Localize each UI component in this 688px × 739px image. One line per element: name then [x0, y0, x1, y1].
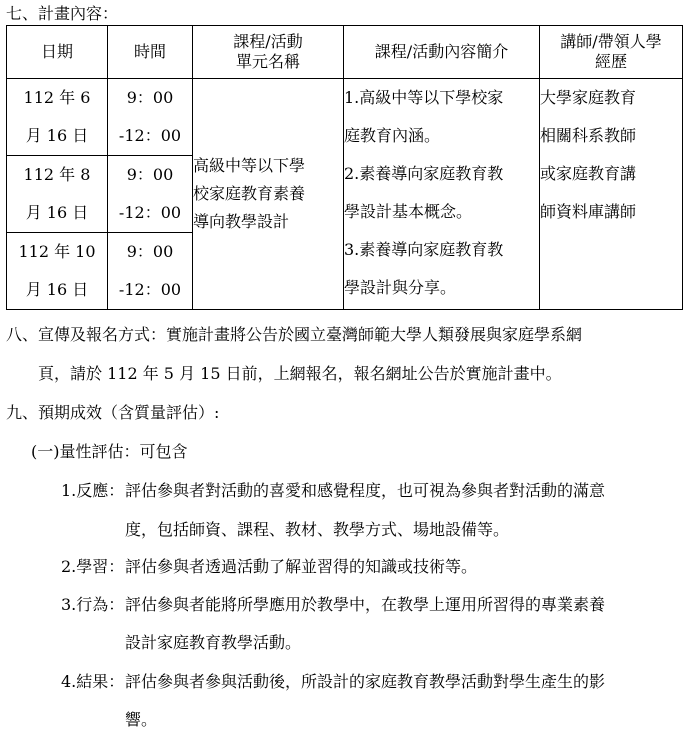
section-8-line-1: 八、宣傳及報名方式：實施計畫將公告於國立臺灣師範大學人類發展與家庭學系網: [6, 325, 583, 344]
evaluation-text: 評估參與者透過活動了解並習得的知識或技術等。: [125, 557, 478, 576]
lecturer-cell: 大學家庭教育 相關科系教師 或家庭教育講 師資料庫講師: [540, 79, 683, 310]
section-7-heading: 七、計畫內容：: [6, 4, 119, 23]
table-row: [7, 79, 683, 156]
date-cell: 112 年 6 月 16 日: [7, 79, 108, 156]
evaluation-item-behavior-continued: 設計家庭教育教學活動。: [125, 633, 302, 652]
header-course-name: 課程/活動 單元名稱: [193, 26, 344, 79]
header-content: 課程/活動內容簡介: [344, 26, 540, 79]
evaluation-term: 3.行為：: [61, 595, 125, 614]
table-header-row: [7, 26, 683, 79]
quantitative-evaluation-heading: (一)量性評估：可包含: [31, 442, 188, 461]
evaluation-term: 2.學習：: [61, 557, 125, 576]
date-cell: 112 年 10 月 16 日: [7, 233, 108, 310]
section-9-heading: 九、預期成效（含質量評估）:: [6, 403, 220, 422]
course-content-cell: 1.高級中等以下學校家 庭教育內涵。 2.素養導向家庭教育教 學設計基本概念。 3.素養導向家庭教育教 學設計與分享。: [344, 79, 540, 310]
date-cell: 112 年 8 月 16 日: [7, 156, 108, 233]
time-cell: 9：00 -12：00: [108, 79, 193, 156]
evaluation-item-learning: [61, 554, 477, 577]
header-time: 時間: [108, 26, 193, 79]
evaluation-item-result: [61, 669, 605, 692]
evaluation-text: 評估參與者能將所學應用於教學中，在教學上運用所習得的專業素養: [125, 595, 606, 614]
time-cell: 9：00 -12：00: [108, 156, 193, 233]
plan-table: [6, 25, 683, 310]
evaluation-item-reaction: [61, 478, 605, 501]
evaluation-item-behavior: [61, 592, 605, 615]
course-name-cell: 高級中等以下學 校家庭教育素養 導向教學設計: [193, 79, 344, 310]
evaluation-term: 1.反應：: [61, 481, 125, 500]
evaluation-text: 評估參與者參與活動後，所設計的家庭教育教學活動對學生產生的影: [125, 672, 606, 691]
header-date: 日期: [7, 26, 108, 79]
section-8-line-2: 頁，請於 112 年 5 月 15 日前，上網報名，報名網址公告於實施計畫中。: [38, 364, 562, 383]
evaluation-item-reaction-continued: 度，包括師資、課程、教材、教學方式、場地設備等。: [125, 520, 510, 539]
evaluation-text: 評估參與者對活動的喜愛和感覺程度，也可視為參與者對活動的滿意: [125, 481, 606, 500]
evaluation-term: 4.結果：: [61, 672, 125, 691]
evaluation-item-result-continued: 響。: [125, 710, 158, 729]
header-lecturer: 講師/帶領人學 經歷: [540, 26, 683, 79]
time-cell: 9：00 -12：00: [108, 233, 193, 310]
